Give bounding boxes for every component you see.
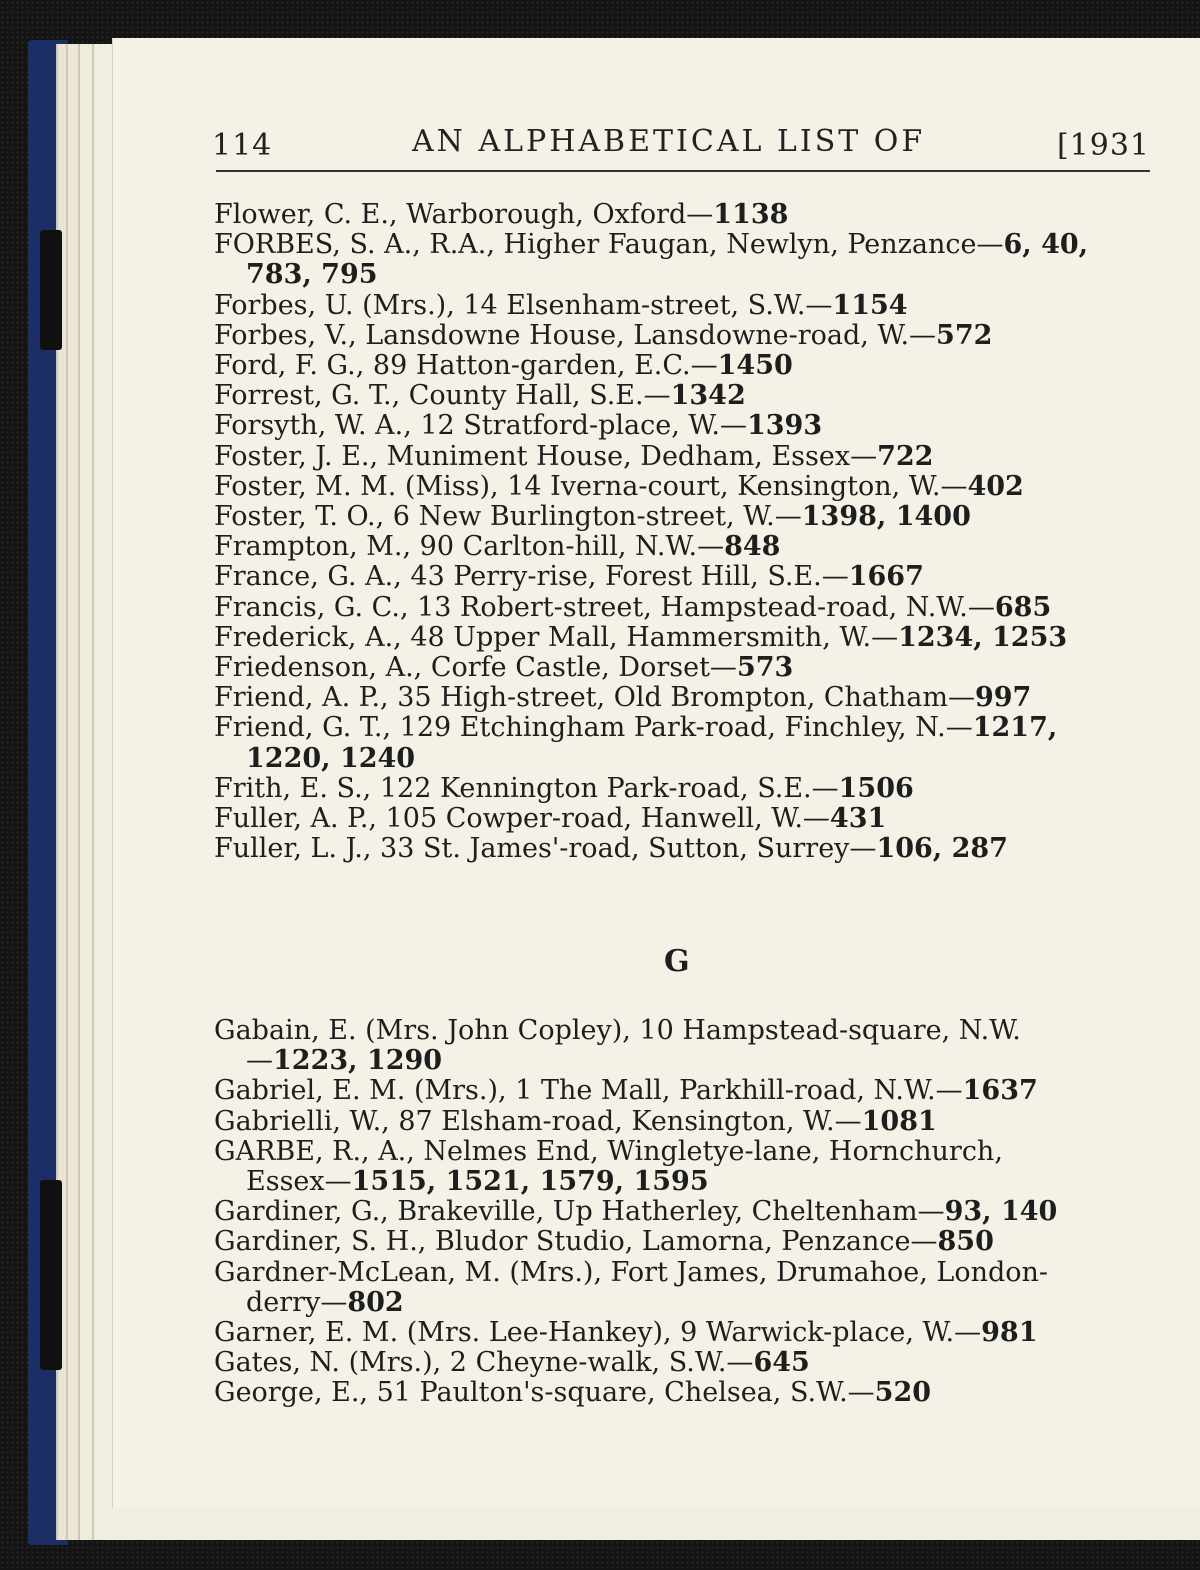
page-header bbox=[212, 118, 1154, 168]
list-item bbox=[214, 1258, 1154, 1288]
entry-text: Foster, T. O., 6 New Burlington-street, W.— bbox=[214, 501, 802, 532]
entry-text: Frampton, M., 90 Carlton-hill, N.W.— bbox=[214, 531, 725, 563]
binding-tab bbox=[40, 230, 62, 350]
entry-numbers: 1220, 1240 bbox=[246, 742, 416, 774]
list-item bbox=[214, 562, 1154, 592]
entry-numbers: 1217, bbox=[972, 712, 1058, 744]
entry-numbers: 1138 bbox=[713, 199, 789, 230]
entry-text: GARBE, R., A., Nelmes End, Wingletye-lane, Hornchurch, bbox=[214, 1135, 1003, 1167]
entry-text: Gabain, E. (Mrs. John Copley), 10 Hampstead-square, N.W. bbox=[214, 1015, 1021, 1046]
list-item bbox=[214, 623, 1154, 653]
list-item bbox=[214, 834, 1154, 864]
entry-numbers: 6, 40, bbox=[1003, 229, 1089, 261]
entry-text: Frith, E. S., 122 Kennington Park-road, S.E.— bbox=[214, 772, 839, 804]
entry-text: Francis, G. C., 13 Robert-street, Hampstead-road, N.W.— bbox=[214, 591, 995, 623]
entry-numbers: 1223, 1290 bbox=[273, 1045, 443, 1077]
entry-text: Forbes, U. (Mrs.), 14 Elsenham-street, S.W.— bbox=[214, 289, 833, 321]
entry-text: Gardiner, G., Brakeville, Up Hatherley, Cheltenham— bbox=[214, 1196, 945, 1228]
entry-text: Fuller, A. P., 105 Cowper-road, Hanwell, W.— bbox=[214, 803, 830, 834]
list-item bbox=[214, 1348, 1154, 1378]
list-item bbox=[214, 1227, 1154, 1257]
entry-text: Gabrielli, W., 87 Elsham-road, Kensington, W.— bbox=[214, 1105, 862, 1137]
entry-numbers: 572 bbox=[936, 319, 993, 351]
list-item-continuation bbox=[246, 1167, 1186, 1197]
list-item bbox=[214, 1318, 1154, 1348]
list-item bbox=[214, 291, 1154, 321]
list-item bbox=[214, 1137, 1154, 1167]
entry-text: Gardner-McLean, M. (Mrs.), Fort James, Drumahoe, London- bbox=[214, 1256, 1049, 1288]
entry-text: Forrest, G. T., County Hall, S.E.— bbox=[214, 380, 671, 412]
entry-text: Flower, C. E., Warborough, Oxford— bbox=[214, 199, 714, 230]
entry-numbers: 1515, 1521, 1579, 1595 bbox=[351, 1166, 709, 1197]
year-label: [1931 bbox=[1056, 128, 1150, 163]
list-item-continuation bbox=[246, 1046, 1186, 1076]
entry-numbers: 1398, 1400 bbox=[801, 501, 971, 532]
entry-numbers: 520 bbox=[874, 1377, 932, 1409]
entry-numbers: 1506 bbox=[838, 772, 914, 804]
list-item bbox=[214, 321, 1154, 351]
entry-numbers: 106, 287 bbox=[876, 833, 1008, 865]
list-item bbox=[214, 502, 1154, 532]
list-item bbox=[214, 411, 1154, 441]
entry-text: Foster, M. M. (Miss), 14 Iverna-court, Kensington, W.— bbox=[214, 470, 968, 502]
list-item bbox=[214, 230, 1154, 260]
entry-numbers: 1637 bbox=[962, 1075, 1038, 1107]
list-item bbox=[214, 1197, 1154, 1227]
list-item bbox=[214, 804, 1154, 834]
entry-numbers: 1393 bbox=[746, 410, 823, 442]
entry-numbers: 573 bbox=[736, 652, 794, 683]
list-item bbox=[214, 713, 1154, 743]
entry-numbers: 1667 bbox=[848, 561, 924, 593]
entry-text: George, E., 51 Paulton's-square, Chelsea, S.W.— bbox=[214, 1377, 875, 1409]
list-item bbox=[214, 593, 1154, 623]
list-item bbox=[214, 653, 1154, 683]
entry-text: Gabriel, E. M. (Mrs.), 1 The Mall, Parkhill-road, N.W.— bbox=[214, 1075, 963, 1107]
entry-numbers: 1234, 1253 bbox=[898, 621, 1068, 653]
entry-text: Essex— bbox=[246, 1166, 352, 1197]
entry-numbers: 997 bbox=[974, 682, 1032, 714]
list-item-continuation bbox=[246, 260, 1186, 290]
entry-text: Friend, G. T., 129 Etchingham Park-road, Finchley, N.— bbox=[214, 712, 973, 744]
entry-text: derry— bbox=[246, 1286, 348, 1318]
list-item bbox=[214, 351, 1154, 381]
entry-text: Friend, A. P., 35 High-street, Old Brompton, Chatham— bbox=[214, 682, 975, 714]
list-item bbox=[214, 200, 1154, 230]
entry-numbers: 685 bbox=[994, 591, 1052, 623]
entry-numbers: 850 bbox=[937, 1226, 994, 1258]
entry-text: Foster, J. E., Muniment House, Dedham, Essex— bbox=[214, 440, 878, 472]
entry-numbers: 783, 795 bbox=[246, 259, 378, 291]
section-letter: G bbox=[664, 944, 690, 979]
entry-text: Forsyth, W. A., 12 Stratford-place, W.— bbox=[214, 410, 747, 442]
entry-numbers: 981 bbox=[981, 1317, 1038, 1348]
entry-numbers: 1081 bbox=[861, 1105, 937, 1137]
entry-text: Frederick, A., 48 Upper Mall, Hammersmith, W.— bbox=[214, 621, 899, 653]
entry-numbers: 722 bbox=[877, 440, 934, 472]
list-item bbox=[214, 1378, 1154, 1408]
entry-numbers: 802 bbox=[347, 1286, 404, 1318]
entry-text: Gardiner, S. H., Bludor Studio, Lamorna, Penzance— bbox=[214, 1226, 938, 1258]
entry-numbers: 645 bbox=[753, 1347, 810, 1379]
entry-numbers: 431 bbox=[829, 803, 887, 834]
list-item bbox=[214, 774, 1154, 804]
list-item bbox=[214, 472, 1154, 502]
list-item bbox=[214, 683, 1154, 713]
entry-text: FORBES, S. A., R.A., Higher Faugan, Newlyn, Penzance— bbox=[214, 229, 1004, 261]
list-item bbox=[214, 442, 1154, 472]
entry-text: Garner, E. M. (Mrs. Lee-Hankey), 9 Warwick-place, W.— bbox=[214, 1317, 982, 1348]
entry-numbers: 848 bbox=[724, 531, 781, 563]
entry-numbers: 402 bbox=[967, 470, 1024, 502]
entry-text: France, G. A., 43 Perry-rise, Forest Hill, S.E.— bbox=[214, 561, 849, 593]
entry-text: Ford, F. G., 89 Hatton-garden, E.C.— bbox=[214, 350, 718, 381]
header-rule bbox=[216, 170, 1150, 172]
list-item bbox=[214, 381, 1154, 411]
entry-text: Friedenson, A., Corfe Castle, Dorset— bbox=[214, 652, 737, 683]
list-item bbox=[214, 532, 1154, 562]
entry-numbers: 1342 bbox=[670, 380, 746, 412]
entry-text: Forbes, V., Lansdowne House, Lansdowne-road, W.— bbox=[214, 319, 937, 351]
entry-text: Fuller, L. J., 33 St. James'-road, Sutton, Surrey— bbox=[214, 833, 877, 865]
entry-text: Gates, N. (Mrs.), 2 Cheyne-walk, S.W.— bbox=[214, 1347, 754, 1379]
list-item bbox=[214, 1107, 1154, 1137]
entry-text: — bbox=[246, 1045, 273, 1077]
binding-tab bbox=[40, 1180, 62, 1370]
entry-numbers: 93, 140 bbox=[944, 1196, 1058, 1228]
list-item-continuation bbox=[246, 744, 1186, 774]
entry-numbers: 1154 bbox=[832, 289, 908, 321]
list-item bbox=[214, 1016, 1154, 1046]
page-number: 114 bbox=[212, 128, 273, 163]
list-item-continuation bbox=[246, 1288, 1186, 1318]
running-head: AN ALPHABETICAL LIST OF bbox=[412, 124, 926, 159]
list-item bbox=[214, 1076, 1154, 1106]
entry-numbers: 1450 bbox=[717, 350, 793, 381]
